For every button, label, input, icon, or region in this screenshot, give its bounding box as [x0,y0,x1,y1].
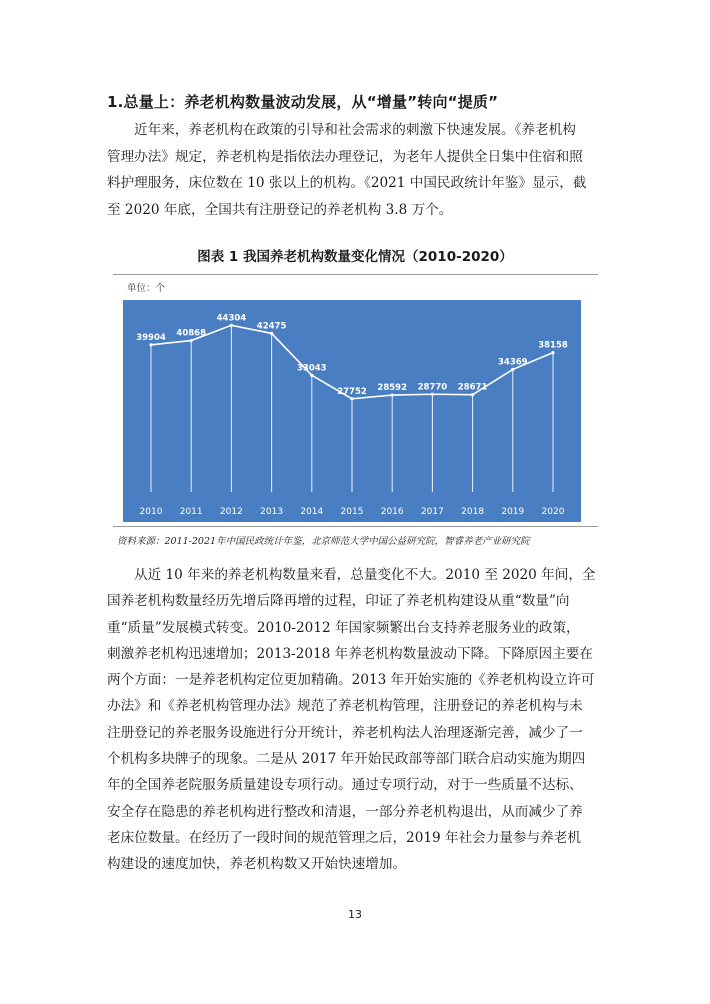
paragraph-line: 注册登记的养老服务设施进行分开统计，养老机构法人治理逐渐完善，减少了一 [107,724,583,741]
paragraph-line: 个机构多块牌子的现象。二是从 2017 年开始民政部等部门联合启动实施为期四 [107,751,586,768]
paragraph-line: 料护理服务，床位数在 10 张以上的机构。《2021 中国民政统计年鉴》显示，截 [107,175,587,191]
paragraph-line: 老床位数量。在经历了一段时间的规范管理之后，2019 年社会力量参与养老机 [107,829,581,846]
x-tick-label: 2017 [420,507,444,517]
paragraph-analysis [107,562,603,878]
paragraph-line: 至 2020 年底，全国共有注册登记的养老机构 3.8 万个。 [107,201,453,218]
data-label: 44304 [216,313,247,324]
data-point [471,393,474,396]
figure-title: 图表 1 我国养老机构数量变化情况（2010-2020） [197,249,513,265]
line-chart [113,278,583,524]
chart-unit-label: 单位：个 [127,283,166,294]
x-tick-label: 2010 [139,507,163,517]
x-tick-label: 2020 [541,507,565,517]
data-point [230,324,233,327]
data-label: 28770 [417,382,448,393]
x-tick-label: 2015 [340,507,364,517]
x-tick-label: 2011 [179,507,203,517]
source-note: 资料来源：2011-2021年中国民政统计年鉴，北京师范大学中国公益研究院，智睿养老产业研究院 [117,536,530,547]
paragraph-line: 刺激养老机构迅速增加；2013-2018 年养老机构数量波动下降。下降原因主要在 [107,645,593,662]
data-point [391,393,394,396]
paragraph-intro [107,117,603,223]
section-heading: 1.总量上：养老机构数量波动发展，从“增量”转向“提质” [107,93,499,111]
x-tick-label: 2014 [300,507,324,517]
data-label: 39904 [136,332,166,343]
data-label: 33043 [297,363,327,374]
figure-rule-top [113,274,598,275]
paragraph-line: 两个方面：一是养老机构定位更加精确。2013 年开始实施的《养老机构设立许可 [107,672,595,689]
data-label: 28592 [377,383,407,394]
data-point [270,332,273,335]
paragraph-line: 构建设的速度加快，养老机构数又开始快速增加。 [107,856,407,873]
paragraph-line: 重“质量”发展模式转变。2010-2012 年国家频繁出台支持养老服务业的政策， [107,619,580,636]
data-point [431,393,434,396]
paragraph-line: 近年来，养老机构在政策的引导和社会需求的刺激下快速发展。《养老机构 [134,122,576,138]
data-point [551,351,554,354]
x-tick-label: 2013 [260,507,284,517]
paragraph-line: 从近 10 年来的养老机构数量来看，总量变化不大。2010 至 2020 年间，全 [134,567,596,583]
x-tick-label: 2018 [461,507,485,517]
figure-rule-bottom [113,526,598,527]
data-label: 42475 [256,321,287,332]
page-number: 13 [348,908,362,921]
paragraph-line: 管理办法》规定，养老机构是指依法办理登记，为老年人提供全日集中住宿和照 [107,148,583,165]
data-point [511,368,514,371]
data-point [310,374,313,377]
data-label: 38158 [538,340,568,351]
paragraph-line: 办法》和《养老机构管理办法》规范了养老机构管理，注册登记的养老机构与未 [107,698,583,715]
data-point [149,343,152,346]
paragraph-line: 年的全国养老院服务质量建设专项行动。通过专项行动，对于一些质量不达标、 [107,777,583,794]
data-label: 40868 [176,328,206,339]
x-tick-label: 2019 [501,507,525,517]
data-label: 28671 [457,382,488,393]
paragraph-line: 安全存在隐患的养老机构进行整改和清退，一部分养老机构退出，从而减少了养 [107,803,583,820]
data-point [190,339,193,342]
x-tick-label: 2012 [219,507,243,517]
data-label: 34369 [498,357,528,368]
x-tick-label: 2016 [380,507,404,517]
data-point [350,397,353,400]
data-label: 27752 [337,386,367,397]
paragraph-line: 国养老机构数量经历先增后降再增的过程，印证了养老机构建设从重“数量”向 [107,593,570,610]
